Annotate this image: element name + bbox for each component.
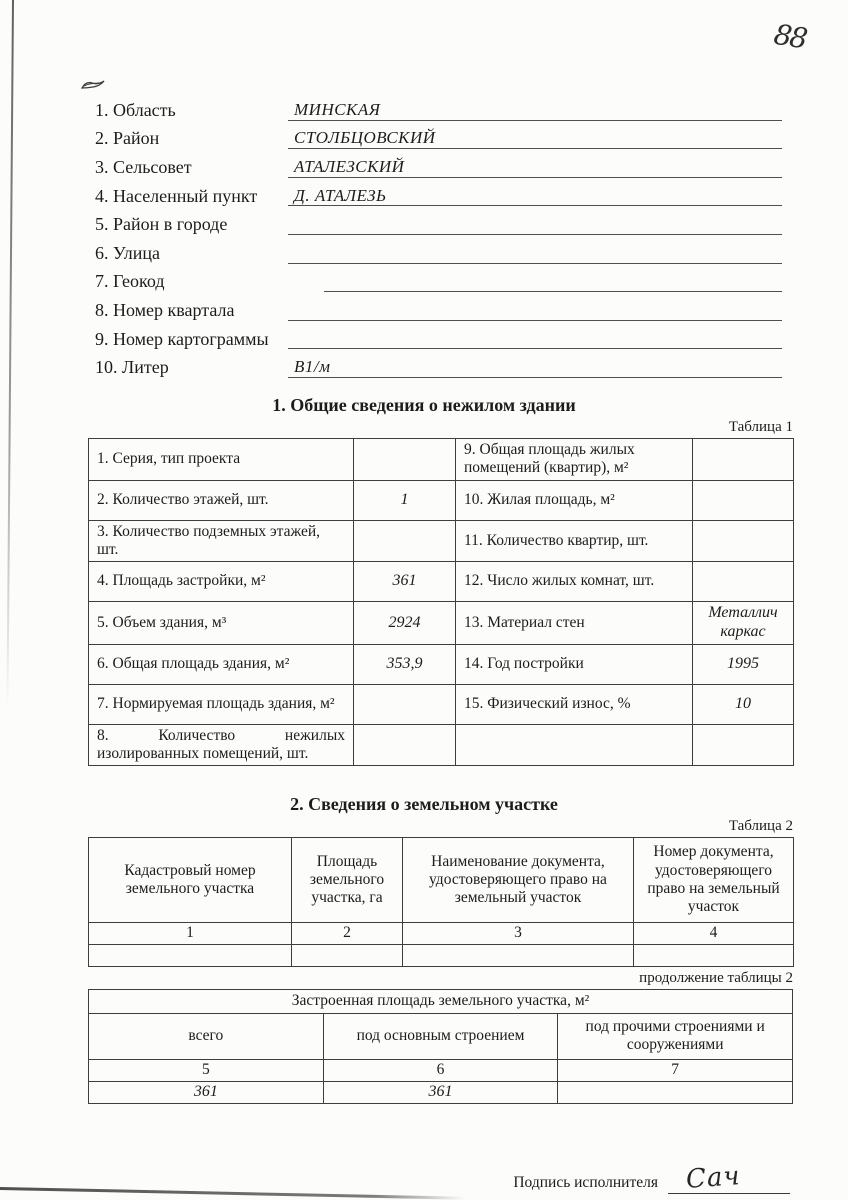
table-row — [89, 644, 794, 684]
field-label: 1. Область — [95, 99, 176, 120]
t1-label-cell: 15. Физический износ, % — [456, 684, 693, 724]
land-plot-table — [88, 837, 794, 966]
field-underline — [288, 297, 782, 321]
table-row — [89, 520, 794, 562]
field-label: 5. Район в городе — [95, 214, 228, 235]
t2-number-cell: 4 — [634, 922, 794, 944]
field-label: 9. Номер картограммы — [95, 328, 269, 349]
field-underline — [324, 268, 782, 292]
pen-scribble-icon — [80, 78, 108, 94]
table-row — [89, 438, 794, 480]
t3-value-cell: 361 — [323, 1081, 558, 1103]
table-row — [89, 562, 794, 602]
field-value: Д. АТАЛЕЗЬ — [294, 185, 387, 205]
t2-number-cell: 3 — [403, 922, 634, 944]
field-row-raion — [95, 121, 782, 150]
t1-value-cell: 353,9 — [354, 644, 456, 684]
signature-label: Подпись исполнителя — [513, 1173, 658, 1191]
t1-value-cell — [354, 520, 456, 562]
field-value: В1/м — [294, 357, 331, 377]
t2-data-cell — [89, 944, 292, 966]
t1-value-cell: 2924 — [354, 602, 456, 645]
building-info-table — [88, 438, 794, 766]
signature-block — [0, 1160, 790, 1194]
t2-number-cell: 1 — [89, 922, 292, 944]
field-underline — [288, 182, 782, 206]
table-header-row — [89, 1013, 793, 1059]
field-underline — [288, 154, 782, 178]
t1-label-cell: 13. Материал стен — [456, 602, 693, 645]
t1-label-cell: 14. Год постройки — [456, 644, 693, 684]
t1-value-cell: 1 — [354, 480, 456, 520]
table-row — [89, 724, 794, 766]
t1-value-cell — [693, 520, 794, 562]
t1-label-cell: 5. Объем здания, м³ — [89, 602, 354, 645]
signature-underline — [668, 1160, 790, 1194]
t3-value-cell: 361 — [89, 1081, 324, 1103]
t3-header-cell: под прочими строениями и сооружениями — [558, 1013, 793, 1059]
t2-header-cell: Номер документа, удостоверяющего право на земельный участок — [634, 838, 794, 922]
field-underline — [288, 97, 782, 121]
table-row — [89, 684, 794, 724]
t1-label-cell: 8. Количество нежилых изолированных помещений, шт. — [89, 724, 354, 766]
t1-value-cell — [693, 562, 794, 602]
field-row-geokod — [95, 264, 782, 293]
table-row — [89, 480, 794, 520]
t3-span-header-cell: Застроенная площадь земельного участка, м² — [89, 989, 793, 1013]
t1-value-cell: 1995 — [693, 644, 794, 684]
t2-data-cell — [292, 944, 403, 966]
field-value: АТАЛЕЗСКИЙ — [294, 156, 405, 176]
t1-label-cell: 7. Нормируемая площадь здания, м² — [89, 684, 354, 724]
field-label: 2. Район — [95, 128, 160, 149]
header-field-list — [0, 0, 848, 378]
span-header-row — [89, 989, 793, 1013]
t1-value-cell — [354, 724, 456, 766]
t1-value-cell — [693, 480, 794, 520]
t1-label-cell: 12. Число жилых комнат, шт. — [456, 562, 693, 602]
field-label: 8. Номер квартала — [95, 299, 235, 320]
built-up-area-table — [88, 989, 793, 1104]
field-row-selsovet — [95, 149, 782, 178]
t2-data-cell — [634, 944, 794, 966]
t1-label-cell — [456, 724, 693, 766]
t1-label-cell: 10. Жилая площадь, м² — [456, 480, 693, 520]
table1-caption: Таблица 1 — [728, 418, 793, 435]
t3-header-cell: всего — [89, 1013, 324, 1059]
t3-number-cell: 5 — [89, 1059, 324, 1081]
column-number-row — [89, 1059, 793, 1081]
column-number-row — [89, 922, 794, 944]
field-row-nomer-kvartala — [95, 292, 782, 321]
handwritten-page-number: 88 — [771, 17, 809, 56]
field-underline — [288, 354, 782, 378]
field-label: 4. Населенный пункт — [95, 185, 258, 206]
t1-label-cell: 1. Серия, тип проекта — [89, 438, 354, 480]
t3-value-cell — [558, 1081, 793, 1103]
table-row — [89, 602, 794, 645]
t1-value-cell — [693, 438, 794, 480]
field-label: 7. Геокод — [95, 271, 165, 292]
field-label: 10. Литер — [95, 357, 169, 378]
field-label: 3. Сельсовет — [95, 156, 192, 177]
t1-label-cell: 3. Количество подземных этажей, шт. — [89, 520, 354, 562]
table-row — [89, 1081, 793, 1103]
t1-value-cell: 10 — [693, 684, 794, 724]
t1-value-cell — [693, 724, 794, 766]
field-underline — [288, 240, 782, 264]
t2-data-cell — [403, 944, 634, 966]
handwritten-signature: Сач — [685, 1160, 742, 1195]
field-row-oblast — [95, 92, 782, 121]
table2-caption: Таблица 2 — [728, 818, 793, 835]
field-value: СТОЛБЦОВСКИЙ — [294, 128, 436, 148]
t1-label-cell: 9. Общая площадь жилых помещений (квартир), м² — [456, 438, 693, 480]
section1-title: 1. Общие сведения о нежилом здании — [272, 394, 576, 415]
t1-label-cell: 2. Количество этажей, шт. — [89, 480, 354, 520]
field-underline — [288, 125, 782, 149]
t1-value-cell — [354, 438, 456, 480]
section2-title: 2. Сведения о земельном участке — [290, 794, 558, 815]
field-underline — [288, 211, 782, 235]
field-row-raion-v-gorode — [95, 206, 782, 235]
field-row-ulitsa — [95, 235, 782, 264]
field-label: 6. Улица — [95, 242, 160, 263]
t2-header-cell: Кадастровый номер земельного участка — [89, 838, 292, 922]
t1-label-cell: 11. Количество квартир, шт. — [456, 520, 693, 562]
t2-header-cell: Наименование документа, удостоверяющего право на земельный участок — [403, 838, 634, 922]
t3-number-cell: 6 — [323, 1059, 558, 1081]
t1-value-cell: Металлич каркас — [693, 602, 794, 645]
t2-header-cell: Площадь земельного участка, га — [292, 838, 403, 922]
t1-label-cell: 4. Площадь застройки, м² — [89, 562, 354, 602]
t2-number-cell: 2 — [292, 922, 403, 944]
table2-continuation-caption: продолжение таблицы 2 — [639, 969, 793, 986]
t1-value-cell — [354, 684, 456, 724]
field-underline — [288, 325, 782, 349]
field-row-nomer-kartogrammy — [95, 321, 782, 350]
field-value: МИНСКАЯ — [294, 99, 381, 119]
t3-header-cell: под основным строением — [323, 1013, 558, 1059]
t1-label-cell: 6. Общая площадь здания, м² — [89, 644, 354, 684]
table-row — [89, 944, 794, 966]
t3-number-cell: 7 — [558, 1059, 793, 1081]
field-row-naselenny-punkt — [95, 178, 782, 207]
field-row-liter — [95, 349, 782, 378]
table-header-row — [89, 838, 794, 922]
t1-value-cell: 361 — [354, 562, 456, 602]
